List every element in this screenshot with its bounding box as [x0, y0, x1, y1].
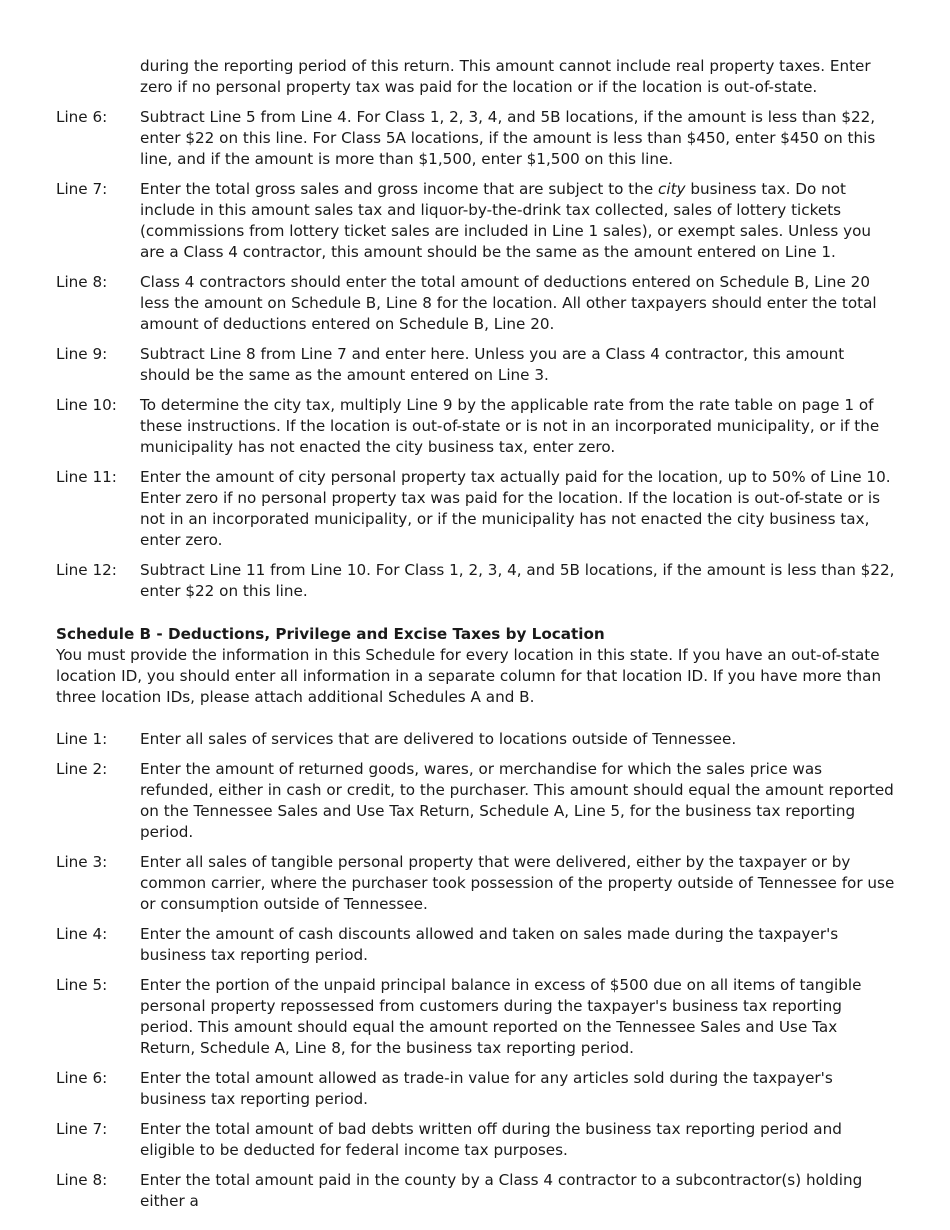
schedule-a-line-10: [56, 395, 896, 458]
line-label: Line 12:: [56, 561, 117, 579]
line-text: Enter the total amount paid in the county by a Class 4 contractor to a subcontractor(s) holding either a: [140, 1171, 863, 1210]
schedule-a-line-9: [56, 344, 896, 386]
line-label: Line 5:: [56, 976, 108, 994]
line-text: [140, 179, 896, 263]
schedule-b-line-3: [56, 852, 896, 915]
line-text: Enter the amount of returned goods, wares, or merchandise for which the sales price was refunded, either in cash or credit, to the purchaser. This amount should equal the amount reported on the Tennessee Sales and Use Tax Return, Schedule A, Line 5, for the business tax reporting period.: [140, 760, 894, 841]
line-text: Subtract Line 8 from Line 7 and enter here. Unless you are a Class 4 contractor, this amount should be the same as the amount entered on Line 3.: [140, 345, 845, 384]
line-label: Line 7:: [56, 1120, 108, 1138]
line-label: Line 4:: [56, 925, 108, 943]
line-label: Line 6:: [56, 1069, 108, 1087]
line-text: Enter all sales of services that are delivered to locations outside of Tennessee.: [140, 730, 737, 748]
schedule-b-line-8: [56, 1170, 896, 1212]
line-text: Class 4 contractors should enter the total amount of deductions entered on Schedule B, Line 20 less the amount on Schedule B, Line 8 for the location. All other taxpayers should enter the total amount of deductions entered on Schedule B, Line 20.: [140, 273, 877, 333]
line-text: Enter all sales of tangible personal property that were delivered, either by the taxpayer or by common carrier, where the purchaser took possession of the property outside of Tennessee for use or consumption outside of Tennessee.: [140, 853, 895, 913]
line-label: Line 8:: [56, 273, 108, 291]
schedule-b-title: Schedule B - Deductions, Privilege and Excise Taxes by Location: [56, 625, 605, 643]
line-label: Line 9:: [56, 345, 108, 363]
line-text: Enter the total amount of bad debts written off during the business tax reporting period and eligible to be deducted for federal income tax purposes.: [140, 1120, 842, 1159]
line-text: Enter the amount of city personal property tax actually paid for the location, up to 50% of Line 10. Enter zero if no personal property tax was paid for the location. If the location is out-of-state or is not in an incorporated municipality, or if the municipality has not enacted the city business tax, enter zero.: [140, 468, 891, 549]
schedule-b-line-2: [56, 759, 896, 843]
line-label: Line 8:: [56, 1171, 108, 1189]
italic-city: city: [658, 180, 686, 198]
schedule-b-line-5: [56, 975, 896, 1059]
document-page: [56, 56, 896, 1221]
line-text: Enter the portion of the unpaid principal balance in excess of $500 due on all items of tangible personal property repossessed from customers during the taxpayer's business tax reporting period. This amount should equal the amount reported on the Tennessee Sales and Use Tax Return, Schedule A, Line 8, for the business tax reporting period.: [140, 976, 862, 1057]
line-label: Line 6:: [56, 108, 108, 126]
line-text: Subtract Line 5 from Line 4. For Class 1, 2, 3, 4, and 5B locations, if the amount is less than $22, enter $22 on this line. For Class 5A locations, if the amount is less than $450, enter $450 on this line, and if the amount is more than $1,500, enter $1,500 on this line.: [140, 108, 876, 168]
line-5-continuation: during the reporting period of this return. This amount cannot include real property taxes. Enter zero if no personal property tax was paid for the location or if the location is out-of-state.: [140, 57, 871, 96]
line-text: To determine the city tax, multiply Line 9 by the applicable rate from the rate table on page 1 of these instructions. If the location is out-of-state or is not in an incorporated municipality, or if the municipality has not enacted the city business tax, enter zero.: [140, 396, 880, 456]
schedule-b-intro: You must provide the information in this Schedule for every location in this state. If you have an out-of-state location ID, you should enter all information in a separate column for that location ID. If you have more than three location IDs, please attach additional Schedules A and B.: [56, 646, 882, 706]
line-text: Enter the total amount allowed as trade-in value for any articles sold during the taxpayer's business tax reporting period.: [140, 1069, 833, 1108]
line-text: Enter the amount of cash discounts allowed and taken on sales made during the taxpayer's business tax reporting period.: [140, 925, 839, 964]
line-label: Line 1:: [56, 730, 108, 748]
line-text-part: Enter the total gross sales and gross income that are subject to the: [140, 180, 659, 198]
schedule-a-line-12: [56, 560, 896, 602]
line-label: Line 2:: [56, 760, 108, 778]
schedule-a-line-6: [56, 107, 896, 170]
line-text: Subtract Line 11 from Line 10. For Class 1, 2, 3, 4, and 5B locations, if the amount is less than $22, enter $22 on this line.: [140, 561, 895, 600]
schedule-b-line-7: [56, 1119, 896, 1161]
line-label: Line 11:: [56, 468, 117, 486]
schedule-b-line-1: [56, 729, 896, 750]
schedule-a-line-11: [56, 467, 896, 551]
line-text-part: business tax. Do not include in this amount sales tax and liquor-by-the-drink tax collected, sales of lottery tickets (commissions from lottery ticket sales are included in Line 1 sales), or exempt sales. Unless you are a Class 4 contractor, this amount should be the same as the amount entered on Line 1.: [140, 180, 872, 261]
line-label: Line 10:: [56, 396, 117, 414]
schedule-a-line-8: [56, 272, 896, 335]
line-label: Line 7:: [56, 180, 108, 198]
schedule-b-line-6: [56, 1068, 896, 1110]
schedule-b-line-4: [56, 924, 896, 966]
line-label: Line 3:: [56, 853, 108, 871]
schedule-a-line-7: [56, 179, 896, 263]
